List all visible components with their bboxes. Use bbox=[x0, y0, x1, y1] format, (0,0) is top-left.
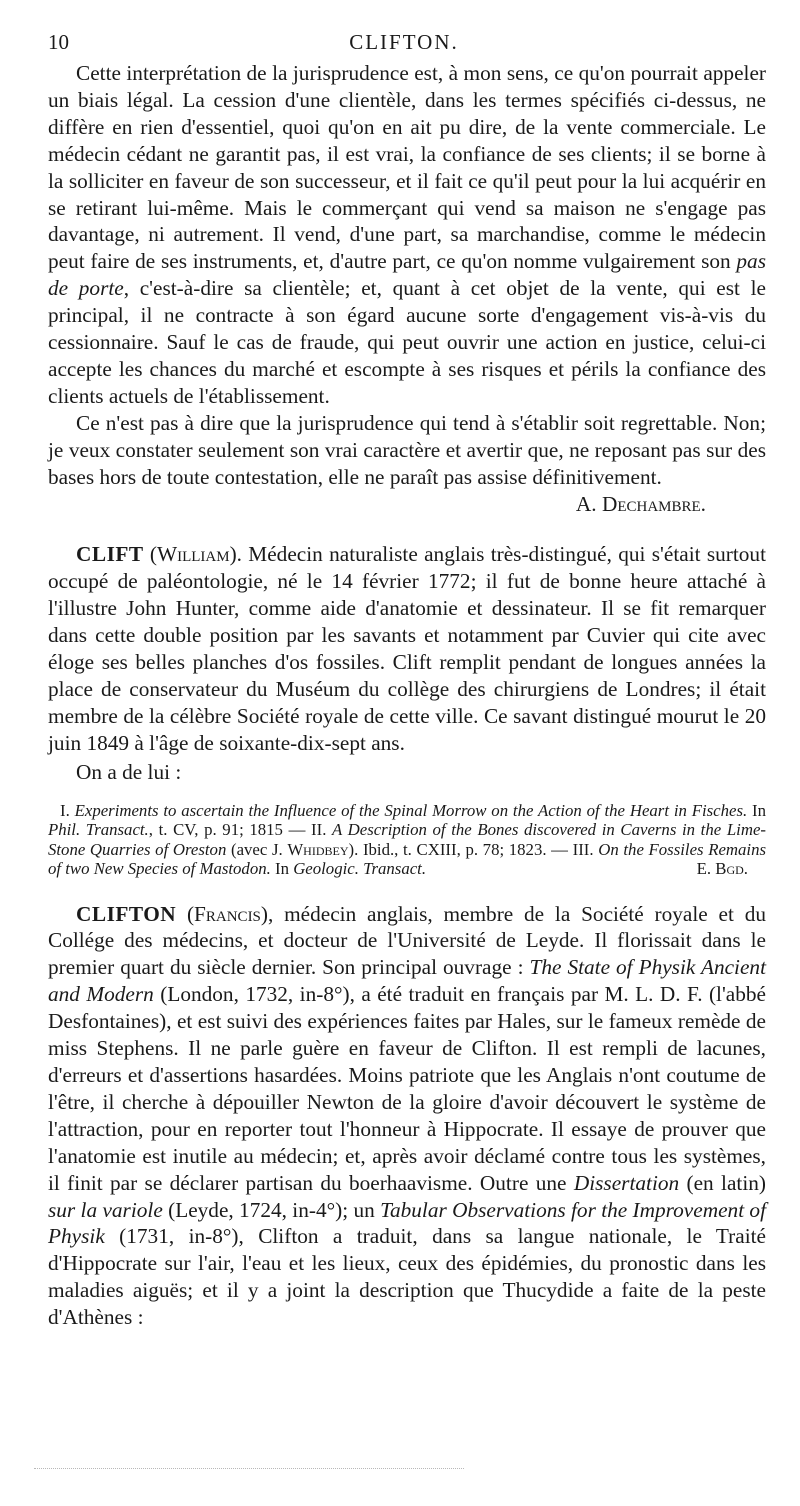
bibliography-clift bbox=[48, 801, 766, 879]
text-run: sur la variole bbox=[48, 1197, 163, 1222]
text-run: ). Médecin naturaliste anglais très-distingué, qui s'était surtout occupé de paléontologie, né le 14 février 1772; il fut de bonne heure attaché à l'illustre John Hunter, comme aide d'anatomie et dessinateur. Il se fit remarquer dans cette double position par les savants et notamment par Cuvier qui cite avec éloge ses belles planches d'os fossiles. Clift remplit pendant de longues années la place de conservateur du Muséum du collège des chirurgiens de Londres; il était membre de la célèbre Société royale de cette ville. Ce savant distingué mourut le 20 juin 1849 à l'âge de soixante-dix-sept ans. bbox=[48, 542, 766, 755]
bottom-artifact-line bbox=[34, 1468, 464, 1469]
text-run: (London, 1732, in-8°), a été traduit en français par M. L. D. F. (l'abbé Desfontaines), et est suivi des expériences faites par Hales, sur le fameux remède de miss Stephens. Il ne parle guère en faveur de Clifton. Il est rempli de lacunes, d'erreurs et d'assertions hasardées. Moins patriote que les Anglais n'ont coutume de l'être, il cherche à dépouiller Newton de la gloire d'avoir découvert le système de l'attraction, pour en reporter tout l'honneur à Hippocrate. Il essaye de prouver que l'anatomie est inutile au médecin; et, après avoir déclamé contre tous les systèmes, il finit par se déclarer partisan du boerhaavisme. Outre une bbox=[48, 982, 766, 1195]
text-run: I. bbox=[60, 800, 75, 820]
text-run: ), médecin anglais, membre de la Société royale et du Collége des médecins, et docteur de l'Université de Leyde. Il florissait dans le premier quart du siècle dernier. Son principal ouvrage : bbox=[48, 901, 766, 980]
author-signature: A. Dechambre. bbox=[575, 491, 706, 516]
text-run: (1731, in-8°), Clifton a traduit, dans sa langue nationale, le Traité d'Hippocrate sur l'air, l'eau et les lieux, ceux des épidémies, du pronostic dans les maladies aiguës; et il y a joint la description que Thucydide a faite de la peste d'Athènes : bbox=[48, 1224, 766, 1330]
text-run: Geologic. Transact. bbox=[293, 859, 427, 879]
text-run: On the Fossiles Remains of two New Species of Mastodon. bbox=[48, 839, 766, 879]
entry-clifton bbox=[48, 901, 766, 1332]
text-run: Ce n'est pas à dire que la jurisprudence qui tend à s'établir soit regrettable. Non; je veux constater seulement son vrai caractère et avertir que, ne reposant pas sur des bases hors de toute contestation, elle ne paraît pas assise définitivement. bbox=[48, 410, 766, 489]
text-run: , c'est-à-dire sa clientèle; et, quant à cet objet de la vente, qui est le principal, il ne contracte à son égard aucune sorte d'engagement vis-à-vis du cessionnaire. Sauf le cas de fraude, qui peut ouvrir une action en justice, celui-ci accepte les chances du marché et escompte à ses risques et périls la confiance des clients actuels de l'établissement. bbox=[48, 276, 766, 408]
text-run: Cette interprétation de la jurisprudence est, à mon sens, ce qu'on pourrait appeler un biais légal. La cession d'une clientèle, dans les termes spécifiés ci-dessus, ne diffère en rien d'essentiel, quoi qu'on en ait pu dire, de la vente commerciale. Le médecin cédant ne garantit pas, il est vrai, la confiance de ses clients; il se borne à la solliciter en faveur de son successeur, et il fait ce qu'il peut pour la lui acquérir en se retirant lui-même. Mais le commerçant qui vend sa maison ne s'engage pas davantage, ni autrement. Il vend, d'une part, sa marchandise, comme le médecin peut faire de ses instruments, et, d'autre part, ce qu'on nomme vulgairement son bbox=[48, 61, 766, 274]
page-header bbox=[48, 30, 760, 56]
text-run: In bbox=[270, 859, 294, 879]
article-paragraph bbox=[48, 60, 766, 410]
text-run: pas de porte bbox=[48, 249, 766, 301]
entry-clift bbox=[48, 541, 766, 756]
text-run: Experiments to ascertain the Influence of the Spinal Morrow on the Action of the Heart in Fisches. bbox=[74, 800, 748, 820]
text-run: CLIFTON bbox=[76, 901, 177, 926]
works-intro bbox=[48, 759, 766, 786]
text-run: The State of Physik Ancient and Modern bbox=[48, 955, 766, 1007]
article-paragraph bbox=[48, 410, 766, 491]
text-run: ). Ibid., t. CXIII, p. 78; 1823. — III. bbox=[348, 839, 599, 859]
text-run: Francis bbox=[194, 901, 261, 926]
text-run: Phil. Transact. bbox=[48, 820, 149, 840]
running-title: CLIFTON. bbox=[349, 30, 459, 54]
section-gap bbox=[48, 517, 766, 541]
text-run: Tabular Observations for the Improvement of Physik bbox=[48, 1197, 766, 1249]
text-run: Dissertation bbox=[573, 1170, 680, 1195]
text-run: On a de lui : bbox=[76, 759, 182, 784]
text-run: Whidbey bbox=[287, 839, 349, 859]
text-run: (en latin) bbox=[679, 1170, 766, 1195]
bibliography-signature: E. Bgd. bbox=[696, 859, 748, 879]
text-run: (Leyde, 1724, in-4°); un bbox=[162, 1197, 381, 1222]
text-run: In bbox=[747, 800, 766, 820]
page-number: 10 bbox=[48, 30, 69, 54]
page-body bbox=[48, 60, 766, 1331]
text-run: (avec J. bbox=[226, 839, 288, 859]
text-run: William bbox=[156, 542, 230, 567]
text-run: ( bbox=[143, 542, 157, 567]
section-gap bbox=[48, 879, 766, 901]
text-run: , t. CV, p. 91; 1815 — II. bbox=[148, 820, 333, 840]
text-run: ( bbox=[176, 901, 195, 926]
text-run: A Description of the Bones discovered in Caverns in the Lime-Stone Quarries of Oreston bbox=[48, 820, 766, 859]
text-run: CLIFT bbox=[76, 542, 144, 567]
